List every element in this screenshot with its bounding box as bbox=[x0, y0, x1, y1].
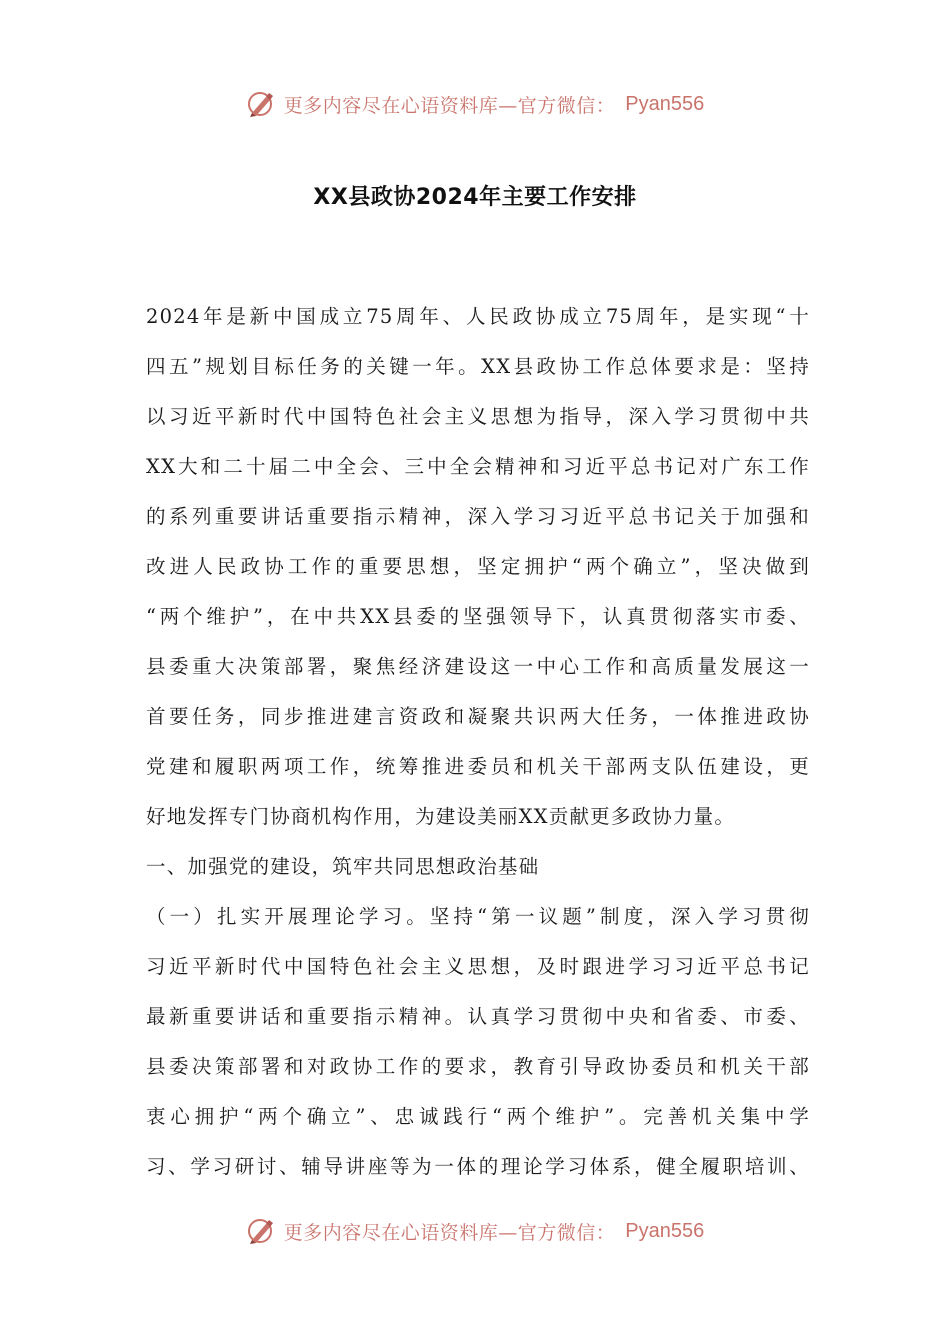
document-title: XX县政协2024年主要工作安排 bbox=[313, 185, 637, 210]
body-line: 习、学习研讨、辅导讲座等为一体的理论学习体系，健全履职培训、 bbox=[146, 1155, 810, 1178]
wechat-id: Pyan556 bbox=[625, 92, 705, 115]
body-line: 四五”规划目标任务的关键一年。XX县政协工作总体要求是：坚持 bbox=[146, 355, 810, 378]
document-body bbox=[146, 298, 810, 1198]
header-banner bbox=[0, 84, 950, 124]
banner-text: 更多内容尽在心语资料库—官方微信： bbox=[283, 94, 616, 117]
body-line: 党建和履职两项工作，统筹推进委员和机关干部两支队伍建设，更 bbox=[146, 755, 810, 778]
body-line: 最新重要讲话和重要指示精神。认真学习贯彻中央和省委、市委、 bbox=[146, 1005, 810, 1028]
footer-banner bbox=[0, 1211, 950, 1251]
body-line: 好地发挥专门协商机构作用，为建设美丽XX贡献更多政协力量。 bbox=[146, 805, 736, 828]
pen-logo-icon bbox=[246, 89, 276, 119]
body-line: 县委决策部署和对政协工作的要求，教育引导政协委员和机关干部 bbox=[146, 1055, 810, 1078]
pen-logo-icon bbox=[246, 1216, 276, 1246]
body-line: 改进人民政协工作的重要思想，坚定拥护“两个确立”，坚决做到 bbox=[146, 555, 810, 578]
body-line: （一）扎实开展理论学习。坚持“第一议题”制度，深入学习贯彻 bbox=[146, 905, 810, 928]
body-line: 2024年是新中国成立75周年、人民政协成立75周年，是实现“十 bbox=[146, 305, 810, 328]
body-line: 县委重大决策部署，聚焦经济建设这一中心工作和高质量发展这一 bbox=[146, 655, 810, 678]
body-line: 首要任务，同步推进建言资政和凝聚共识两大任务，一体推进政协 bbox=[146, 705, 810, 728]
banner-text: 更多内容尽在心语资料库—官方微信： bbox=[283, 1221, 616, 1244]
section-heading: 一、加强党的建设，筑牢共同思想政治基础 bbox=[146, 855, 540, 878]
body-line: 衷心拥护“两个确立”、忠诚践行“两个维护”。完善机关集中学 bbox=[146, 1105, 810, 1128]
wechat-id: Pyan556 bbox=[625, 1219, 705, 1242]
body-line: XX大和二十届二中全会、三中全会精神和习近平总书记对广东工作 bbox=[146, 455, 810, 478]
body-line: 的系列重要讲话重要指示精神，深入学习习近平总书记关于加强和 bbox=[146, 505, 810, 528]
body-line: 习近平新时代中国特色社会主义思想，及时跟进学习习近平总书记 bbox=[146, 955, 810, 978]
body-line: 以习近平新时代中国特色社会主义思想为指导，深入学习贯彻中共 bbox=[146, 405, 810, 428]
body-line: “两个维护”，在中共XX县委的坚强领导下，认真贯彻落实市委、 bbox=[146, 605, 810, 628]
